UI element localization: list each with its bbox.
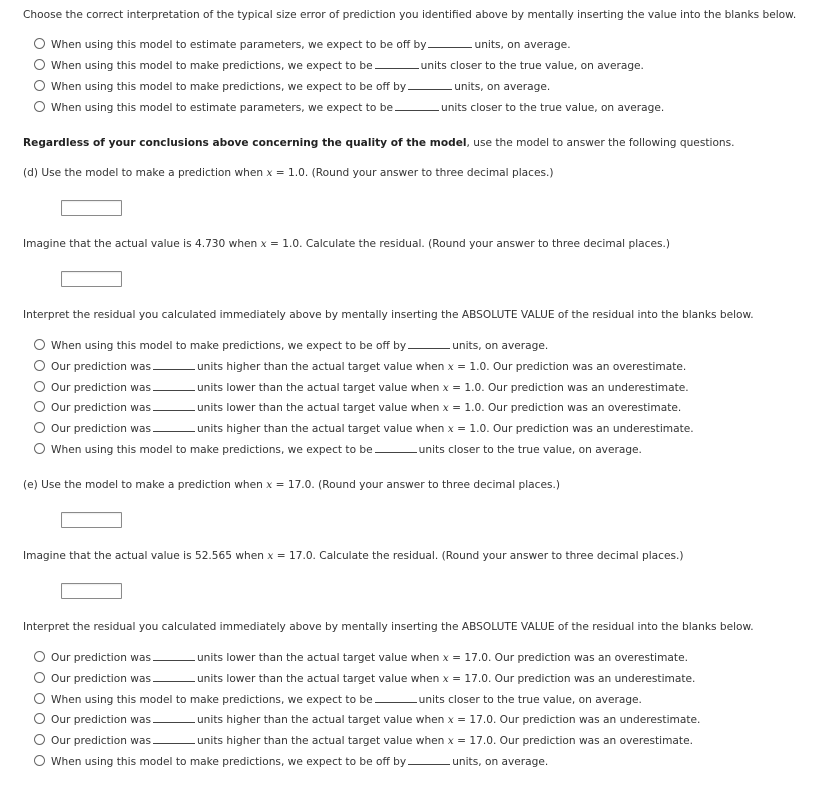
residual-d-option-3[interactable]	[34, 380, 689, 394]
blank-line	[153, 733, 195, 744]
radio-button[interactable]	[34, 713, 45, 724]
interpret-residual-d-text: Interpret the residual you calculated immediately above by mentally inserting the ABSOLUTE VALUE of the residual into the blanks below.	[23, 309, 754, 321]
option-text-pre: When using this model to make predictions, we expect to be off by	[51, 756, 407, 768]
residual-d-question: Imagine that the actual value is 4.730 when x = 1.0. Calculate the residual. (Round your answer to three decimal places.)	[23, 238, 671, 250]
option-text-post: units, on average.	[452, 340, 549, 352]
option-variable: x	[447, 735, 454, 748]
option-text-post: units closer to the true value, on average.	[440, 102, 665, 114]
option-variable: x	[442, 381, 449, 394]
blank-line	[408, 79, 452, 90]
residual-e-option-3[interactable]	[34, 692, 642, 706]
residual-d-option-6[interactable]	[34, 442, 642, 456]
radio-button[interactable]	[34, 401, 45, 412]
blank-line	[375, 692, 417, 703]
radio-button[interactable]	[34, 734, 45, 745]
option-text-tail: = 17.0. Our prediction was an underestimate.	[448, 672, 696, 685]
residual-e-option-4[interactable]	[34, 712, 700, 726]
option-text-post: units, on average.	[454, 81, 551, 93]
option-text-tail: = 17.0. Our prediction was an underestimate.	[453, 714, 701, 727]
option-text-post: units higher than the actual target value when	[196, 735, 448, 748]
option-text-post: units, on average.	[452, 756, 549, 768]
intro-text: Choose the correct interpretation of the typical size error of prediction you identified above by mentally inserting the value into the blanks below.	[23, 9, 797, 21]
option-text-pre: When using this model to estimate parameters, we expect to be	[51, 102, 393, 114]
option-text-pre: When using this model to make predictions, we expect to be	[51, 444, 373, 456]
option-text-post: units higher than the actual target value when	[196, 714, 448, 727]
option-text-pre: Our prediction was	[51, 423, 151, 436]
option-text-tail: = 17.0. Our prediction was an overestimate.	[448, 652, 688, 664]
blank-line	[375, 58, 419, 69]
option-text-tail: = 1.0. Our prediction was an overestimate.	[453, 360, 687, 373]
residual-e-input[interactable]	[61, 583, 122, 599]
option-text-pre: When using this model to estimate parameters, we expect to be off by	[51, 39, 427, 51]
part-e-question: (e) Use the model to make a prediction when x = 17.0. (Round your answer to three decimal places.)	[23, 479, 561, 491]
prediction-e-input[interactable]	[61, 512, 122, 528]
blank-line	[153, 400, 195, 411]
option-text-post: units closer to the true value, on average.	[420, 60, 644, 72]
option-text-pre: Our prediction was	[51, 735, 151, 748]
option-text-pre: Our prediction was	[51, 381, 151, 394]
option-text-pre: Our prediction was	[51, 360, 151, 373]
blank-line	[153, 359, 195, 370]
option-text-post: units lower than the actual target value when	[196, 402, 443, 415]
blank-line	[408, 338, 450, 349]
option-text-pre: When using this model to make predictions, we expect to be	[51, 693, 373, 706]
blank-line	[375, 442, 417, 453]
radio-button[interactable]	[34, 80, 45, 91]
option-text-post: units higher than the actual target value when	[196, 423, 448, 436]
radio-button[interactable]	[34, 59, 45, 70]
prediction-d-input[interactable]	[61, 200, 122, 216]
option-text-tail: = 1.0. Our prediction was an underestimate.	[448, 381, 689, 394]
radio-button[interactable]	[34, 755, 45, 766]
radio-button[interactable]	[34, 443, 45, 454]
residual-d-input[interactable]	[61, 271, 122, 287]
option-text-post: units, on average.	[474, 39, 571, 51]
option-variable: x	[447, 714, 454, 727]
option-variable: x	[442, 652, 449, 664]
option-text-post: units lower than the actual target value when	[196, 652, 443, 664]
residual-d-option-5[interactable]	[34, 421, 694, 435]
blank-line	[395, 100, 439, 111]
option-variable: x	[447, 423, 454, 436]
option-typical-error-1[interactable]	[34, 37, 571, 51]
option-variable: x	[447, 360, 454, 373]
residual-d-option-4[interactable]	[34, 400, 681, 414]
radio-button[interactable]	[34, 339, 45, 350]
option-text-post: units higher than the actual target value when	[196, 360, 448, 373]
blank-line	[153, 650, 195, 661]
radio-button[interactable]	[34, 381, 45, 392]
option-text-tail: = 1.0. Our prediction was an underestimate.	[453, 423, 694, 436]
radio-button[interactable]	[34, 693, 45, 704]
option-typical-error-4[interactable]	[34, 100, 664, 114]
regardless-text	[23, 136, 735, 150]
regardless-rest: , use the model to answer the following questions.	[466, 137, 735, 149]
residual-d-option-2[interactable]	[34, 359, 686, 373]
option-text-pre: Our prediction was	[51, 672, 151, 685]
blank-line	[153, 421, 195, 432]
blank-line	[153, 712, 195, 723]
radio-button[interactable]	[34, 101, 45, 112]
residual-e-option-2[interactable]	[34, 671, 695, 685]
option-text-post: units closer to the true value, on average.	[418, 444, 642, 456]
option-variable: x	[442, 402, 449, 415]
regardless-bold: Regardless of your conclusions above concerning the quality of the model	[23, 137, 467, 149]
blank-line	[153, 671, 195, 682]
option-text-post: units closer to the true value, on average.	[418, 693, 642, 706]
option-text-pre: Our prediction was	[51, 714, 151, 727]
radio-button[interactable]	[34, 422, 45, 433]
option-typical-error-2[interactable]	[34, 58, 644, 72]
residual-e-option-5[interactable]	[34, 733, 693, 747]
radio-button[interactable]	[34, 651, 45, 662]
option-text-pre: Our prediction was	[51, 652, 151, 664]
residual-d-option-1[interactable]	[34, 338, 548, 352]
residual-e-option-6[interactable]	[34, 754, 548, 768]
option-text-post: units lower than the actual target value when	[196, 672, 443, 685]
residual-e-option-1[interactable]	[34, 650, 688, 664]
part-d-question: (d) Use the model to make a prediction when x = 1.0. (Round your answer to three decimal places.)	[23, 167, 554, 179]
blank-line	[153, 380, 195, 391]
option-text-post: units lower than the actual target value when	[196, 381, 443, 394]
radio-button[interactable]	[34, 672, 45, 683]
option-variable: x	[442, 672, 449, 685]
radio-button[interactable]	[34, 360, 45, 371]
option-text-tail: = 17.0. Our prediction was an overestimate.	[453, 735, 693, 748]
option-text-pre: When using this model to make predictions, we expect to be	[51, 60, 373, 72]
option-text-pre: Our prediction was	[51, 402, 151, 415]
option-typical-error-3[interactable]	[34, 79, 550, 93]
option-text-pre: When using this model to make predictions, we expect to be off by	[51, 81, 407, 93]
blank-line	[428, 37, 472, 48]
option-text-pre: When using this model to make predictions, we expect to be off by	[51, 340, 407, 352]
residual-e-question: Imagine that the actual value is 52.565 when x = 17.0. Calculate the residual. (Round your answer to three decimal places.)	[23, 550, 684, 562]
option-text-tail: = 1.0. Our prediction was an overestimate.	[448, 402, 682, 415]
radio-button[interactable]	[34, 38, 45, 49]
blank-line	[408, 754, 450, 765]
interpret-residual-e-text: Interpret the residual you calculated immediately above by mentally inserting the ABSOLUTE VALUE of the residual into the blanks below.	[23, 621, 754, 633]
